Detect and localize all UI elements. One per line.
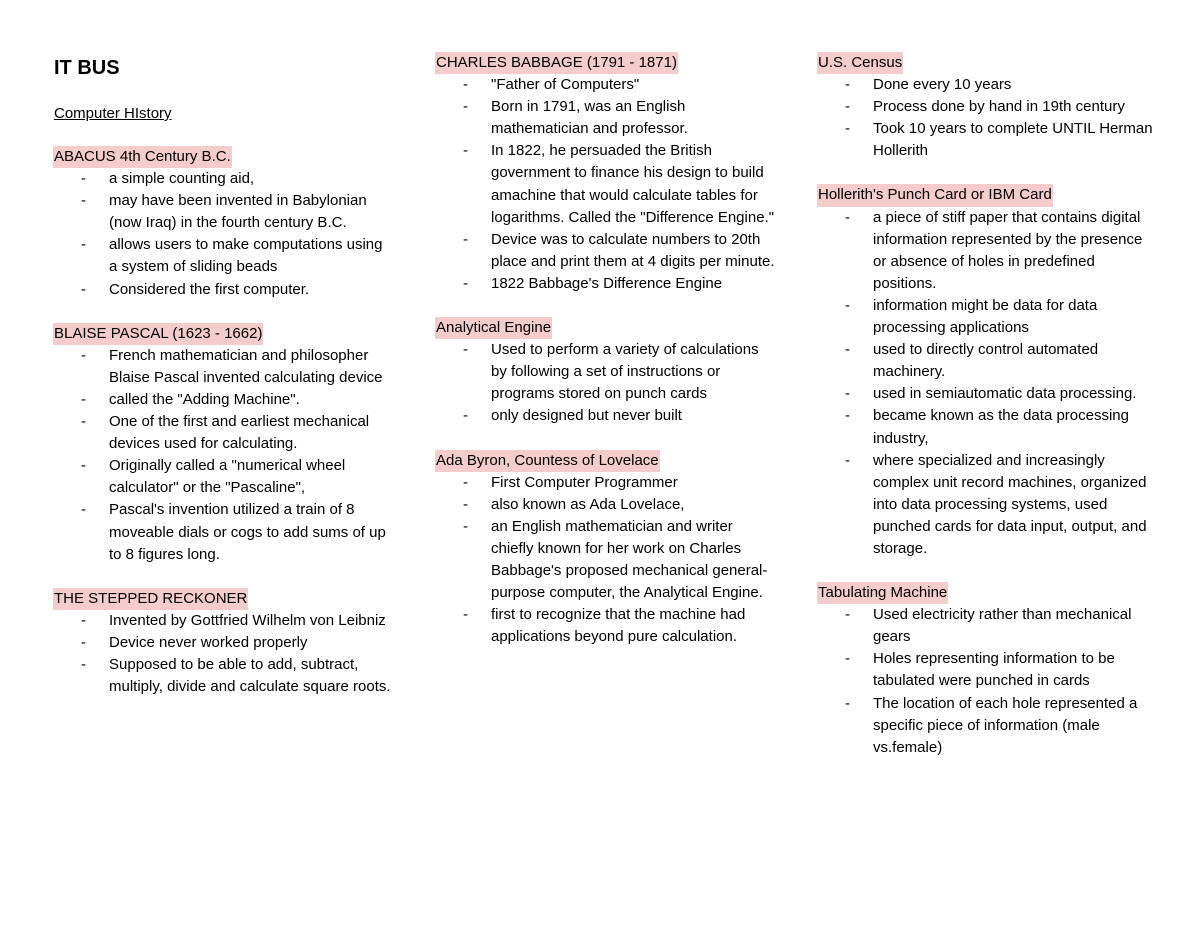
column-1 (54, 52, 394, 720)
list-item: - called the "Adding Machine". (54, 389, 394, 411)
bullet-list (818, 604, 1158, 759)
list-item: - became known as the data processing industry, (818, 405, 1158, 449)
section-abacus (54, 146, 394, 301)
section-heading: Analytical Engine (435, 317, 552, 339)
list-item: - also known as Ada Lovelace, (436, 494, 776, 516)
list-item: - Holes representing information to be tabulated were punched in cards (818, 648, 1158, 692)
bullet-list (818, 207, 1158, 561)
section-heading: Hollerith's Punch Card or IBM Card (817, 184, 1053, 206)
list-item: - Used electricity rather than mechanical gears (818, 604, 1158, 648)
section-heading: Tabulating Machine (817, 582, 948, 604)
section-heading: ABACUS 4th Century B.C. (53, 146, 232, 168)
list-item: - First Computer Programmer (436, 472, 776, 494)
list-item: - Supposed to be able to add, subtract, multiply, divide and calculate square roots. (54, 654, 394, 698)
list-item: - information might be data for data processing applications (818, 295, 1158, 339)
list-item: - used to directly control automated machinery. (818, 339, 1158, 383)
list-item: - Invented by Gottfried Wilhelm von Leibniz (54, 610, 394, 632)
column-2 (436, 52, 776, 670)
list-item: - where specialized and increasingly complex unit record machines, organized into data processing systems, used punched cards for data input, output, and storage. (818, 450, 1158, 560)
section-heading: BLAISE PASCAL (1623 - 1662) (53, 323, 263, 345)
list-item: - In 1822, he persuaded the British government to finance his design to build amachine that would calculate tables for logarithms. Called the "Difference Engine." (436, 140, 776, 228)
bullet-list (436, 74, 776, 295)
document-title: IT BUS (54, 57, 120, 79)
section-heading: THE STEPPED RECKONER (53, 588, 248, 610)
bullet-list (54, 610, 394, 698)
section-us-census (818, 52, 1158, 162)
list-item: - used in semiautomatic data processing. (818, 383, 1158, 405)
column-3 (818, 52, 1158, 781)
list-item: - Used to perform a variety of calculations by following a set of instructions or programs stored on punch cards (436, 339, 776, 405)
list-item: - French mathematician and philosopher Blaise Pascal invented calculating device (54, 345, 394, 389)
bullet-list (436, 339, 776, 427)
bullet-list (818, 74, 1158, 162)
list-item: - Done every 10 years (818, 74, 1158, 96)
list-item: - Originally called a "numerical wheel calculator" or the "Pascaline", (54, 455, 394, 499)
document-subtitle: Computer HIstory (54, 105, 172, 122)
section-ada-byron (436, 450, 776, 649)
list-item: - 1822 Babbage's Difference Engine (436, 273, 776, 295)
list-item: - "Father of Computers" (436, 74, 776, 96)
section-stepped-reckoner (54, 588, 394, 698)
list-item: - an English mathematician and writer chiefly known for her work on Charles Babbage's proposed mechanical general-purpose computer, the Analytical Engine. (436, 516, 776, 604)
section-heading: U.S. Census (817, 52, 903, 74)
section-tabulating-machine (818, 582, 1158, 759)
section-blaise-pascal (54, 323, 394, 566)
list-item: - only designed but never built (436, 405, 776, 427)
section-heading: CHARLES BABBAGE (1791 - 1871) (435, 52, 678, 74)
list-item: - Process done by hand in 19th century (818, 96, 1158, 118)
bullet-list (54, 168, 394, 301)
list-item: - may have been invented in Babylonian (now Iraq) in the fourth century B.C. (54, 190, 394, 234)
section-analytical-engine (436, 317, 776, 427)
bullet-list (436, 472, 776, 649)
list-item: - One of the first and earliest mechanical devices used for calculating. (54, 411, 394, 455)
list-item: - first to recognize that the machine had applications beyond pure calculation. (436, 604, 776, 648)
list-item: - Considered the first computer. (54, 279, 394, 301)
list-item: - Took 10 years to complete UNTIL Herman Hollerith (818, 118, 1158, 162)
list-item: - a piece of stiff paper that contains digital information represented by the presence or absence of holes in predefined positions. (818, 207, 1158, 295)
list-item: - allows users to make computations using a system of sliding beads (54, 234, 394, 278)
section-heading: Ada Byron, Countess of Lovelace (435, 450, 660, 472)
list-item: - Device was to calculate numbers to 20th place and print them at 4 digits per minute. (436, 229, 776, 273)
list-item: - a simple counting aid, (54, 168, 394, 190)
section-hollerith-punch-card (818, 184, 1158, 560)
section-charles-babbage (436, 52, 776, 295)
bullet-list (54, 345, 394, 566)
list-item: - Born in 1791, was an English mathematician and professor. (436, 96, 776, 140)
list-item: - Pascal's invention utilized a train of 8 moveable dials or cogs to add sums of up to 8 figures long. (54, 499, 394, 565)
list-item: - Device never worked properly (54, 632, 394, 654)
list-item: - The location of each hole represented a specific piece of information (male vs.female) (818, 693, 1158, 759)
